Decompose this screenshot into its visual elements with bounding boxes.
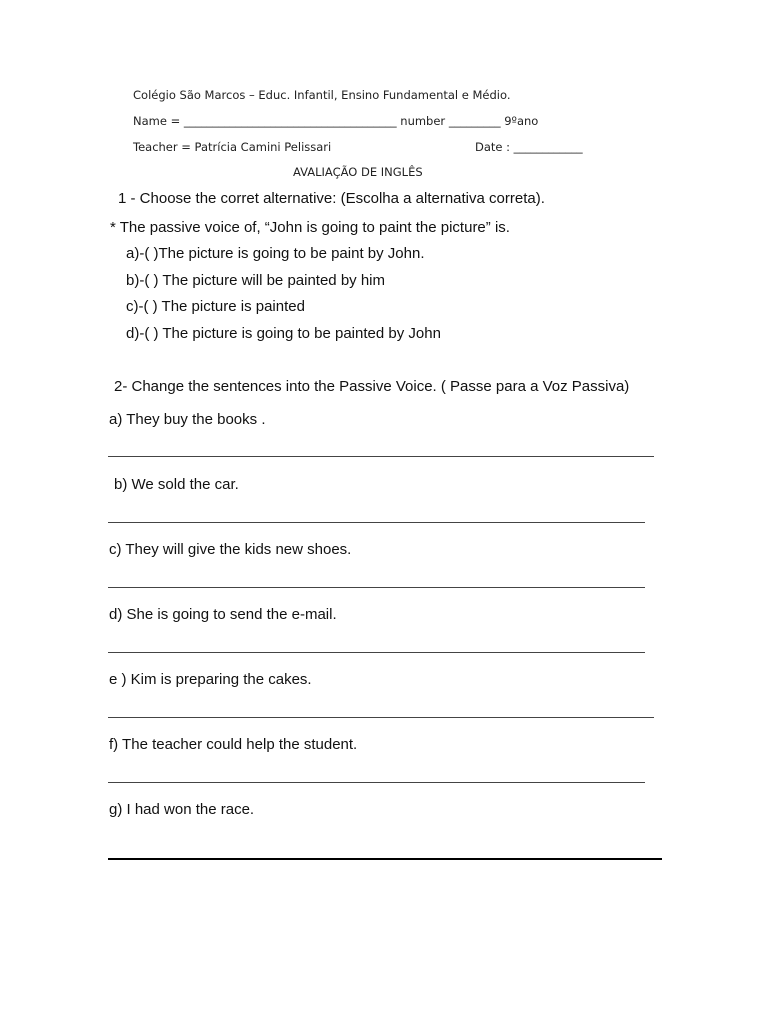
item-b: b) We sold the car.	[114, 476, 239, 493]
answer-line-c[interactable]	[108, 587, 645, 588]
page-title: AVALIAÇÃO DE INGLÊS	[293, 165, 423, 179]
question1-prompt: * The passive voice of, “John is going to paint the picture” is.	[110, 219, 510, 236]
school-name: Colégio São Marcos – Educ. Infantil, Ensino Fundamental e Médio.	[133, 88, 511, 102]
item-g: g) I had won the race.	[109, 801, 255, 818]
option-d: d)-( ) The picture is going to be painted by John	[126, 325, 441, 342]
date-line: Date : ____________	[475, 140, 583, 154]
option-a: a)-( )The picture is going to be paint by John.	[126, 245, 425, 262]
answer-line-d[interactable]	[108, 652, 645, 653]
question1-instruction: 1 - Choose the corret alternative: (Escolha a alternativa correta).	[118, 190, 545, 207]
answer-line-a[interactable]	[108, 456, 654, 457]
answer-line-e[interactable]	[108, 717, 654, 718]
name-number-line: Name = _____________________________________ number _________ 9ºano	[133, 114, 539, 128]
option-b: b)-( ) The picture will be painted by him	[126, 272, 385, 289]
item-c: c) They will give the kids new shoes.	[109, 541, 352, 558]
answer-line-b[interactable]	[108, 522, 645, 523]
answer-line-g[interactable]	[108, 858, 662, 860]
item-d: d) She is going to send the e-mail.	[109, 606, 337, 623]
question2-instruction: 2- Change the sentences into the Passive Voice. ( Passe para a Voz Passiva)	[114, 378, 630, 395]
item-a: a) They buy the books .	[109, 411, 266, 428]
option-c: c)-( ) The picture is painted	[126, 298, 305, 315]
item-f: f) The teacher could help the student.	[109, 736, 358, 753]
item-e: e ) Kim is preparing the cakes.	[109, 671, 312, 688]
teacher-line: Teacher = Patrícia Camini Pelissari	[133, 140, 332, 154]
answer-line-f[interactable]	[108, 782, 645, 783]
